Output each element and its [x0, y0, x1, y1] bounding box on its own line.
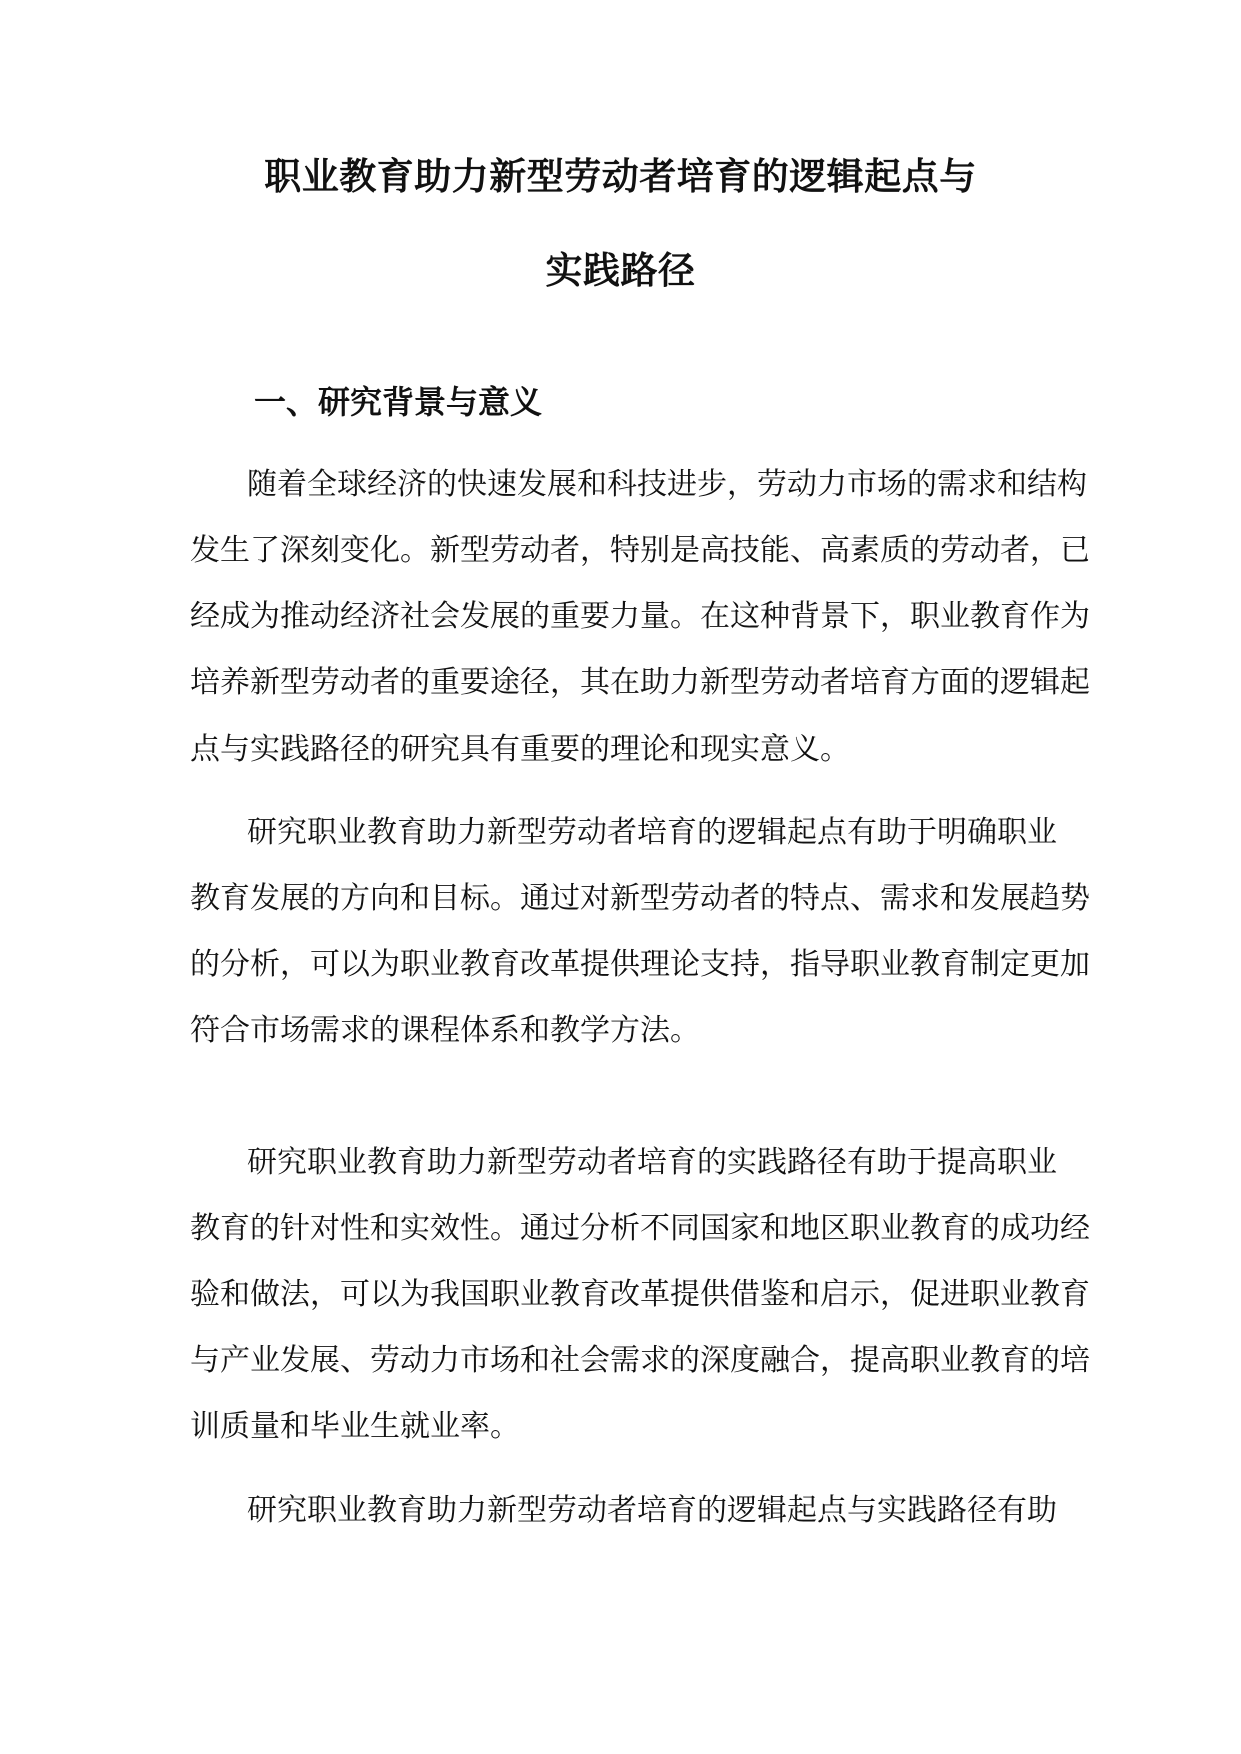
paragraph-line: 验和做法，可以为我国职业教育改革提供借鉴和启示，促进职业教育 [190, 1277, 1090, 1312]
paragraph-line: 研究职业教育助力新型劳动者培育的实践路径有助于提高职业 [247, 1145, 1057, 1180]
paragraph-line: 教育发展的方向和目标。通过对新型劳动者的特点、需求和发展趋势 [190, 881, 1090, 916]
section-heading: 一、研究背景与意义 [254, 383, 543, 421]
document-title-line-2: 实践路径 [545, 249, 696, 292]
paragraph-line: 的分析，可以为职业教育改革提供理论支持，指导职业教育制定更加 [190, 947, 1090, 982]
paragraph-line: 发生了深刻变化。新型劳动者，特别是高技能、高素质的劳动者，已 [190, 533, 1090, 568]
paragraph-line: 研究职业教育助力新型劳动者培育的逻辑起点与实践路径有助 [247, 1493, 1057, 1528]
paragraph-line: 训质量和毕业生就业率。 [190, 1409, 520, 1444]
paragraph-line: 研究职业教育助力新型劳动者培育的逻辑起点有助于明确职业 [247, 815, 1057, 850]
paragraph-line: 与产业发展、劳动力市场和社会需求的深度融合，提高职业教育的培 [190, 1343, 1090, 1378]
paragraph-line: 随着全球经济的快速发展和科技进步，劳动力市场的需求和结构 [247, 467, 1087, 502]
document-title-line-1: 职业教育助力新型劳动者培育的逻辑起点与 [264, 155, 977, 198]
paragraph-line: 点与实践路径的研究具有重要的理论和现实意义。 [190, 732, 850, 767]
paragraph-line: 经成为推动经济社会发展的重要力量。在这种背景下，职业教育作为 [190, 599, 1090, 634]
paragraph-line: 教育的针对性和实效性。通过分析不同国家和地区职业教育的成功经 [190, 1211, 1090, 1246]
paragraph-line: 培养新型劳动者的重要途径，其在助力新型劳动者培育方面的逻辑起 [190, 665, 1090, 700]
paragraph-line: 符合市场需求的课程体系和教学方法。 [190, 1013, 700, 1048]
